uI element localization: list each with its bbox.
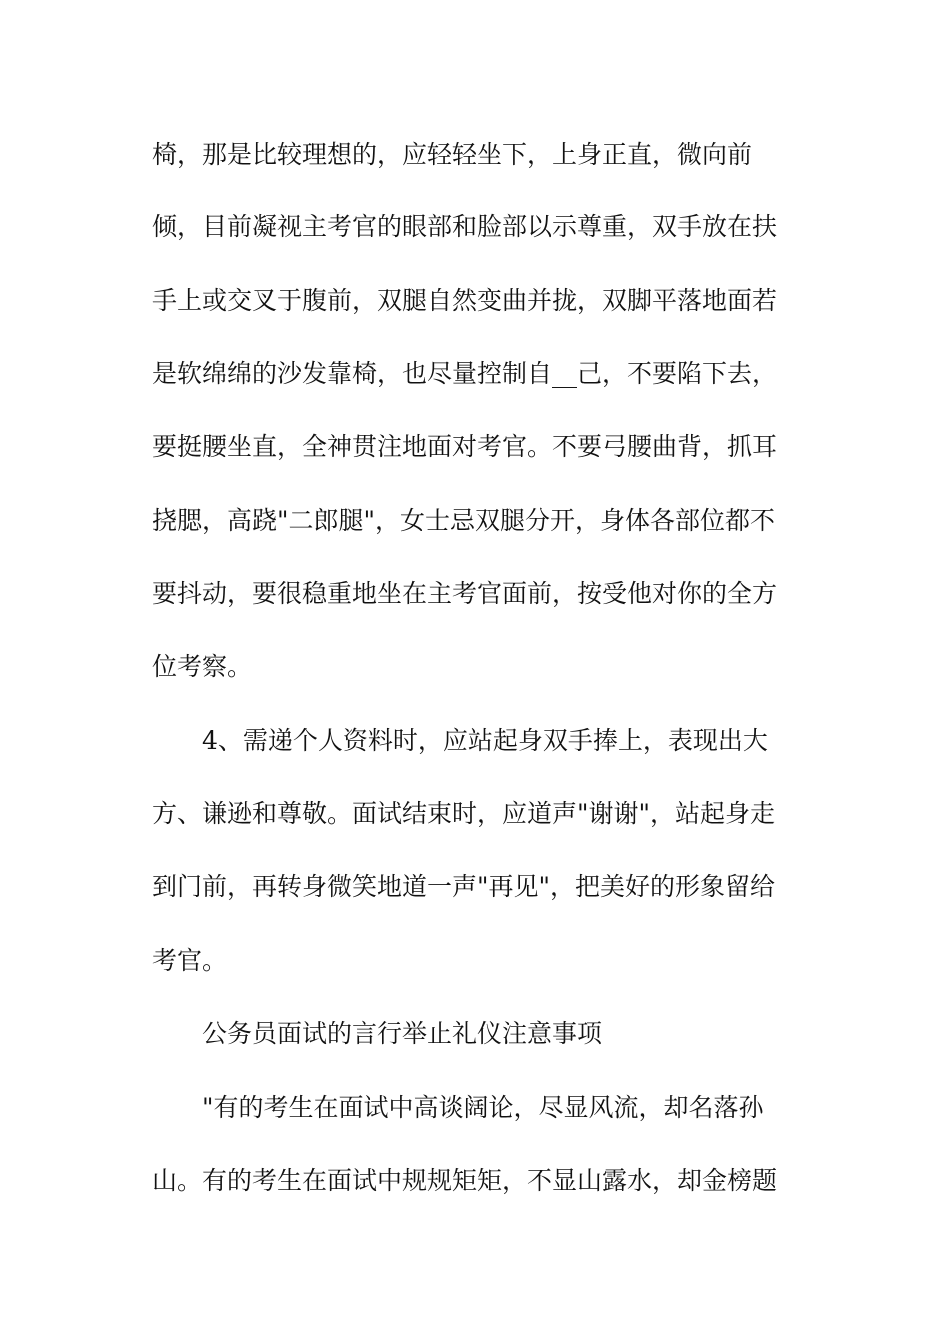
paragraph-line: 椅，那是比较理想的，应轻轻坐下，上身正直，微向前 <box>152 140 753 169</box>
paragraph-line: 是软绵绵的沙发靠椅，也尽量控制自__己，不要陷下去， <box>152 359 778 388</box>
paragraph-line: 要抖动，要很稳重地坐在主考官面前，按受他对你的全方 <box>152 579 778 608</box>
paragraph-line: 4、需递个人资料时，应站起身双手捧上，表现出大 <box>202 726 768 755</box>
paragraph-line: 要挺腰坐直，全神贯注地面对考官。不要弓腰曲背，抓耳 <box>152 432 778 461</box>
paragraph-line: 倾，目前凝视主考官的眼部和脸部以示尊重，双手放在扶 <box>152 212 778 241</box>
paragraph-line: "有的考生在面试中高谈阔论，尽显风流，却名落孙 <box>202 1093 764 1122</box>
paragraph-line: 到门前，再转身微笑地道一声"再见"，把美好的形象留给 <box>152 872 776 901</box>
paragraph-line: 山。有的考生在面试中规规矩矩，不显山露水，却金榜题 <box>152 1166 778 1195</box>
section-heading: 公务员面试的言行举止礼仪注意事项 <box>202 1019 603 1048</box>
paragraph-line: 挠腮，高跷"二郎腿"，女士忌双腿分开，身体各部位都不 <box>152 506 776 535</box>
paragraph-line: 方、谦逊和尊敬。面试结束时，应道声"谢谢"，站起身走 <box>152 799 776 828</box>
paragraph-line: 考官。 <box>152 946 228 975</box>
paragraph-line: 位考察。 <box>152 652 253 681</box>
paragraph-line: 手上或交叉于腹前，双腿自然变曲并拢，双脚平落地面若 <box>152 286 778 315</box>
